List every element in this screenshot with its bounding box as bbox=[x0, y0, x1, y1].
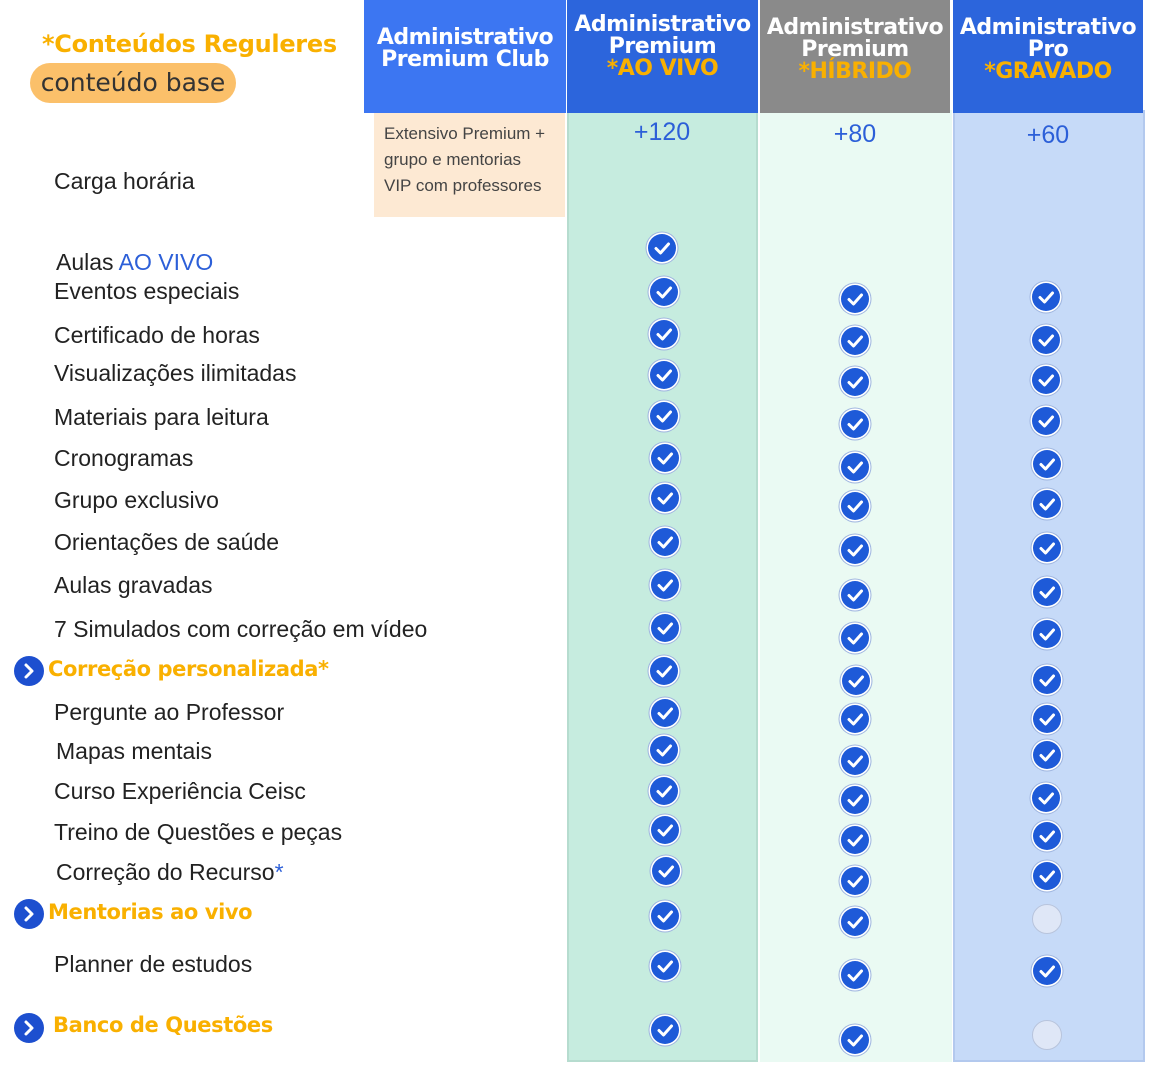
check-icon bbox=[1032, 283, 1060, 311]
check-icon bbox=[1033, 666, 1061, 694]
header-aovivo-line2: Premium bbox=[608, 34, 717, 59]
row-label-aulas-ao-vivo bbox=[56, 249, 213, 276]
club-note-line3: VIP com professores bbox=[384, 176, 542, 195]
row-label-aulas-prefix: Aulas bbox=[56, 249, 119, 275]
check-icon bbox=[652, 857, 680, 885]
header-hibrido bbox=[760, 0, 950, 113]
chevron-right-icon[interactable] bbox=[14, 656, 44, 686]
check-icon bbox=[651, 902, 679, 930]
check-icon bbox=[841, 492, 869, 520]
club-note-line1: Extensivo Premium + bbox=[384, 124, 546, 143]
row-label-experiencia: Curso Experiência Ceisc bbox=[54, 778, 306, 804]
row-label-aulas-highlight: AO VIVO bbox=[118, 249, 214, 275]
check-icon bbox=[1033, 822, 1061, 850]
hours-aovivo: +120 bbox=[633, 118, 691, 146]
check-icon bbox=[1033, 578, 1061, 606]
check-icon bbox=[841, 961, 869, 989]
check-icon bbox=[841, 908, 869, 936]
row-label-simulados: 7 Simulados com correção em vídeo bbox=[54, 616, 428, 642]
header-premium-club bbox=[364, 0, 566, 113]
chevron-right-icon[interactable] bbox=[14, 899, 44, 929]
header-gravado-line3: *GRAVADO bbox=[984, 59, 1112, 84]
row-label-grupo: Grupo exclusivo bbox=[54, 487, 219, 513]
row-label-recurso-prefix: Correção do Recurso bbox=[56, 859, 275, 885]
check-icon bbox=[651, 484, 679, 512]
check-icon bbox=[1033, 862, 1061, 890]
check-icon bbox=[842, 667, 870, 695]
check-icon bbox=[841, 624, 869, 652]
check-icon bbox=[1032, 784, 1060, 812]
check-icon bbox=[651, 1016, 679, 1044]
club-note-line2: grupo e mentorias bbox=[384, 150, 522, 169]
row-label-certificado: Certificado de horas bbox=[54, 322, 260, 348]
header-aovivo-line3: *AO VIVO bbox=[606, 56, 719, 81]
check-icon bbox=[650, 736, 678, 764]
check-icon bbox=[650, 777, 678, 805]
row-label-gravadas: Aulas gravadas bbox=[54, 572, 213, 598]
row-label-mentorias[interactable]: Mentorias ao vivo bbox=[48, 900, 253, 924]
check-icon bbox=[841, 867, 869, 895]
check-icon bbox=[841, 453, 869, 481]
row-label-carga: Carga horária bbox=[54, 168, 195, 194]
check-icon bbox=[1033, 534, 1061, 562]
header-ao-vivo bbox=[567, 0, 758, 113]
row-label-eventos: Eventos especiais bbox=[54, 278, 240, 304]
legend-pill: conteúdo base bbox=[30, 63, 236, 103]
check-icon bbox=[1032, 407, 1060, 435]
check-icon bbox=[651, 528, 679, 556]
row-label-treino: Treino de Questões e peças bbox=[54, 819, 343, 845]
check-icon bbox=[841, 410, 869, 438]
check-icon bbox=[841, 327, 869, 355]
check-icon bbox=[841, 536, 869, 564]
hours-hibrido: +80 bbox=[833, 120, 877, 148]
check-icon bbox=[1032, 366, 1060, 394]
header-club-line2: Premium Club bbox=[381, 47, 549, 72]
check-icon bbox=[648, 234, 676, 262]
check-icon bbox=[1033, 490, 1061, 518]
row-label-materiais: Materiais para leitura bbox=[54, 404, 269, 430]
check-icon bbox=[651, 571, 679, 599]
header-gravado bbox=[953, 0, 1143, 113]
check-icon bbox=[650, 402, 678, 430]
check-icon bbox=[650, 361, 678, 389]
check-icon bbox=[841, 285, 869, 313]
header-aovivo-line1: Administrativo bbox=[574, 12, 751, 37]
header-hibrido-line1: Administrativo bbox=[766, 15, 944, 40]
check-icon bbox=[651, 614, 679, 642]
check-icon bbox=[841, 1026, 869, 1054]
row-label-recurso-star: * bbox=[274, 859, 284, 885]
header-hibrido-line2: Premium bbox=[801, 37, 909, 62]
hours-gravado: +60 bbox=[1026, 121, 1070, 149]
check-icon bbox=[650, 657, 678, 685]
club-note bbox=[374, 113, 565, 217]
row-label-pergunte: Pergunte ao Professor bbox=[54, 699, 285, 725]
check-icon bbox=[650, 320, 678, 348]
check-icon bbox=[841, 705, 869, 733]
row-label-recurso bbox=[56, 859, 284, 886]
row-label-cronogramas: Cronogramas bbox=[54, 445, 194, 471]
legend-title: *Conteúdos Reguleres bbox=[42, 30, 337, 58]
row-label-correcao-personalizada[interactable]: Correção personalizada* bbox=[48, 657, 329, 681]
check-icon bbox=[841, 368, 869, 396]
check-icon bbox=[1033, 957, 1061, 985]
header-gravado-line2: Pro bbox=[1027, 37, 1069, 62]
header-hibrido-line3: *HÍBRIDO bbox=[798, 59, 912, 84]
check-icon bbox=[651, 444, 679, 472]
chevron-right-icon[interactable] bbox=[14, 1013, 44, 1043]
row-label-planner: Planner de estudos bbox=[54, 951, 253, 977]
check-icon bbox=[651, 816, 679, 844]
header-club-line1: Administrativo bbox=[376, 25, 554, 50]
header-gravado-line1: Administrativo bbox=[959, 15, 1137, 40]
check-icon bbox=[841, 786, 869, 814]
check-icon bbox=[1033, 450, 1061, 478]
row-label-mapas: Mapas mentais bbox=[56, 738, 212, 764]
empty-circle-icon bbox=[1032, 904, 1062, 934]
row-label-banco[interactable]: Banco de Questões bbox=[53, 1013, 273, 1037]
check-icon bbox=[651, 699, 679, 727]
check-icon bbox=[1033, 741, 1061, 769]
check-icon bbox=[1032, 326, 1060, 354]
check-icon bbox=[1033, 620, 1061, 648]
check-icon bbox=[650, 278, 678, 306]
row-label-visualizacoes: Visualizações ilimitadas bbox=[54, 360, 297, 386]
check-icon bbox=[1033, 705, 1061, 733]
check-icon bbox=[651, 952, 679, 980]
check-icon bbox=[841, 826, 869, 854]
row-label-orientacoes: Orientações de saúde bbox=[54, 529, 280, 555]
check-icon bbox=[841, 747, 869, 775]
empty-circle-icon bbox=[1032, 1020, 1062, 1050]
check-icon bbox=[841, 581, 869, 609]
